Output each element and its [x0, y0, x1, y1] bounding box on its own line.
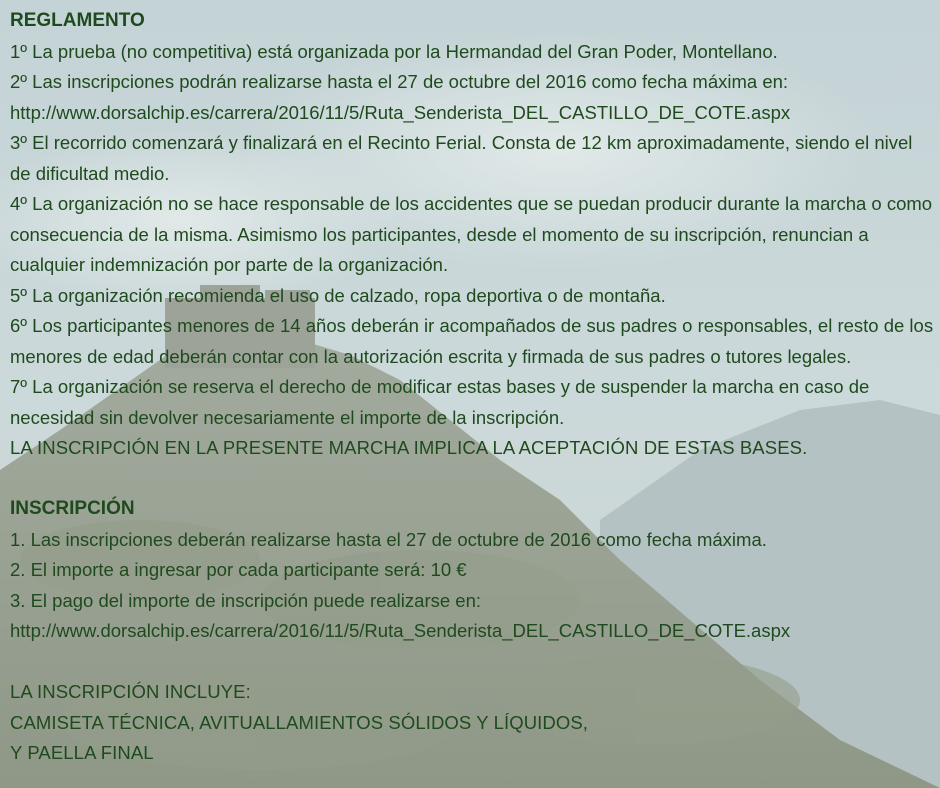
reglamento-item-4: 4º La organización no se hace responsable de los accidentes que se puedan producir durante la marcha o como consecuencia de la misma. Asimismo los participantes, desde el momento de su inscripción, renuncian a cualquier indemnización por parte de la organización.	[10, 193, 933, 275]
inscripcion-item-3: 3. El pago del importe de inscripción puede realizarse en:	[10, 589, 482, 611]
incluye-line-2: Y PAELLA FINAL	[10, 742, 154, 763]
inscripcion-heading: INSCRIPCIÓN	[10, 498, 135, 519]
section-spacer	[10, 647, 934, 678]
reglamento-item-7: 7º La organización se reserva el derecho de modificar estas bases y de suspender la marcha en caso de necesidad sin devolver necesariamente el importe de la inscripción.	[10, 376, 870, 428]
rules-document	[10, 6, 934, 769]
reglamento-item-5: 5º La organización recomienda el uso de calzado, ropa deportiva o de montaña.	[10, 284, 666, 306]
reglamento-item-1: 1º La prueba (no competitiva) está organizada por la Hermandad del Gran Poder, Montellano.	[10, 40, 778, 62]
reglamento-item-6: 6º Los participantes menores de 14 años deberán ir acompañados de sus padres o responsables, el resto de los menores de edad deberán contar con la autorización escrita y firmada de sus padres o tutores legales.	[10, 315, 934, 367]
reglamento-item-2: 2º Las inscripciones podrán realizarse hasta el 27 de octubre del 2016 como fecha máxima en: http://www.dorsalchip.es/carrera/2016/11/5/Ruta_Senderista_DEL_CASTILLO_DE_COTE.aspx	[10, 71, 791, 123]
reglamento-item-3: 3º El recorrido comenzará y finalizará en el Recinto Ferial. Consta de 12 km aproximadamente, siendo el nivel de dificultad medio.	[10, 132, 913, 184]
section-spacer	[10, 464, 934, 495]
reglamento-closing: LA INSCRIPCIÓN EN LA PRESENTE MARCHA IMPLICA LA ACEPTACIÓN DE ESTAS BASES.	[10, 437, 808, 458]
incluye-heading: LA INSCRIPCIÓN INCLUYE:	[10, 681, 251, 702]
inscripcion-item-2: 2. El importe a ingresar por cada participante será: 10 €	[10, 559, 467, 580]
incluye-line-1: CAMISETA TÉCNICA, AVITUALLAMIENTOS SÓLIDOS Y LÍQUIDOS,	[10, 711, 589, 733]
inscripcion-link[interactable]: http://www.dorsalchip.es/carrera/2016/11/5/Ruta_Senderista_DEL_CASTILLO_DE_COTE.aspx	[10, 620, 791, 641]
inscripcion-item-1: 1. Las inscripciones deberán realizarse hasta el 27 de octubre de 2016 como fecha máxima.	[10, 528, 767, 550]
reglamento-heading: REGLAMENTO	[10, 10, 145, 31]
